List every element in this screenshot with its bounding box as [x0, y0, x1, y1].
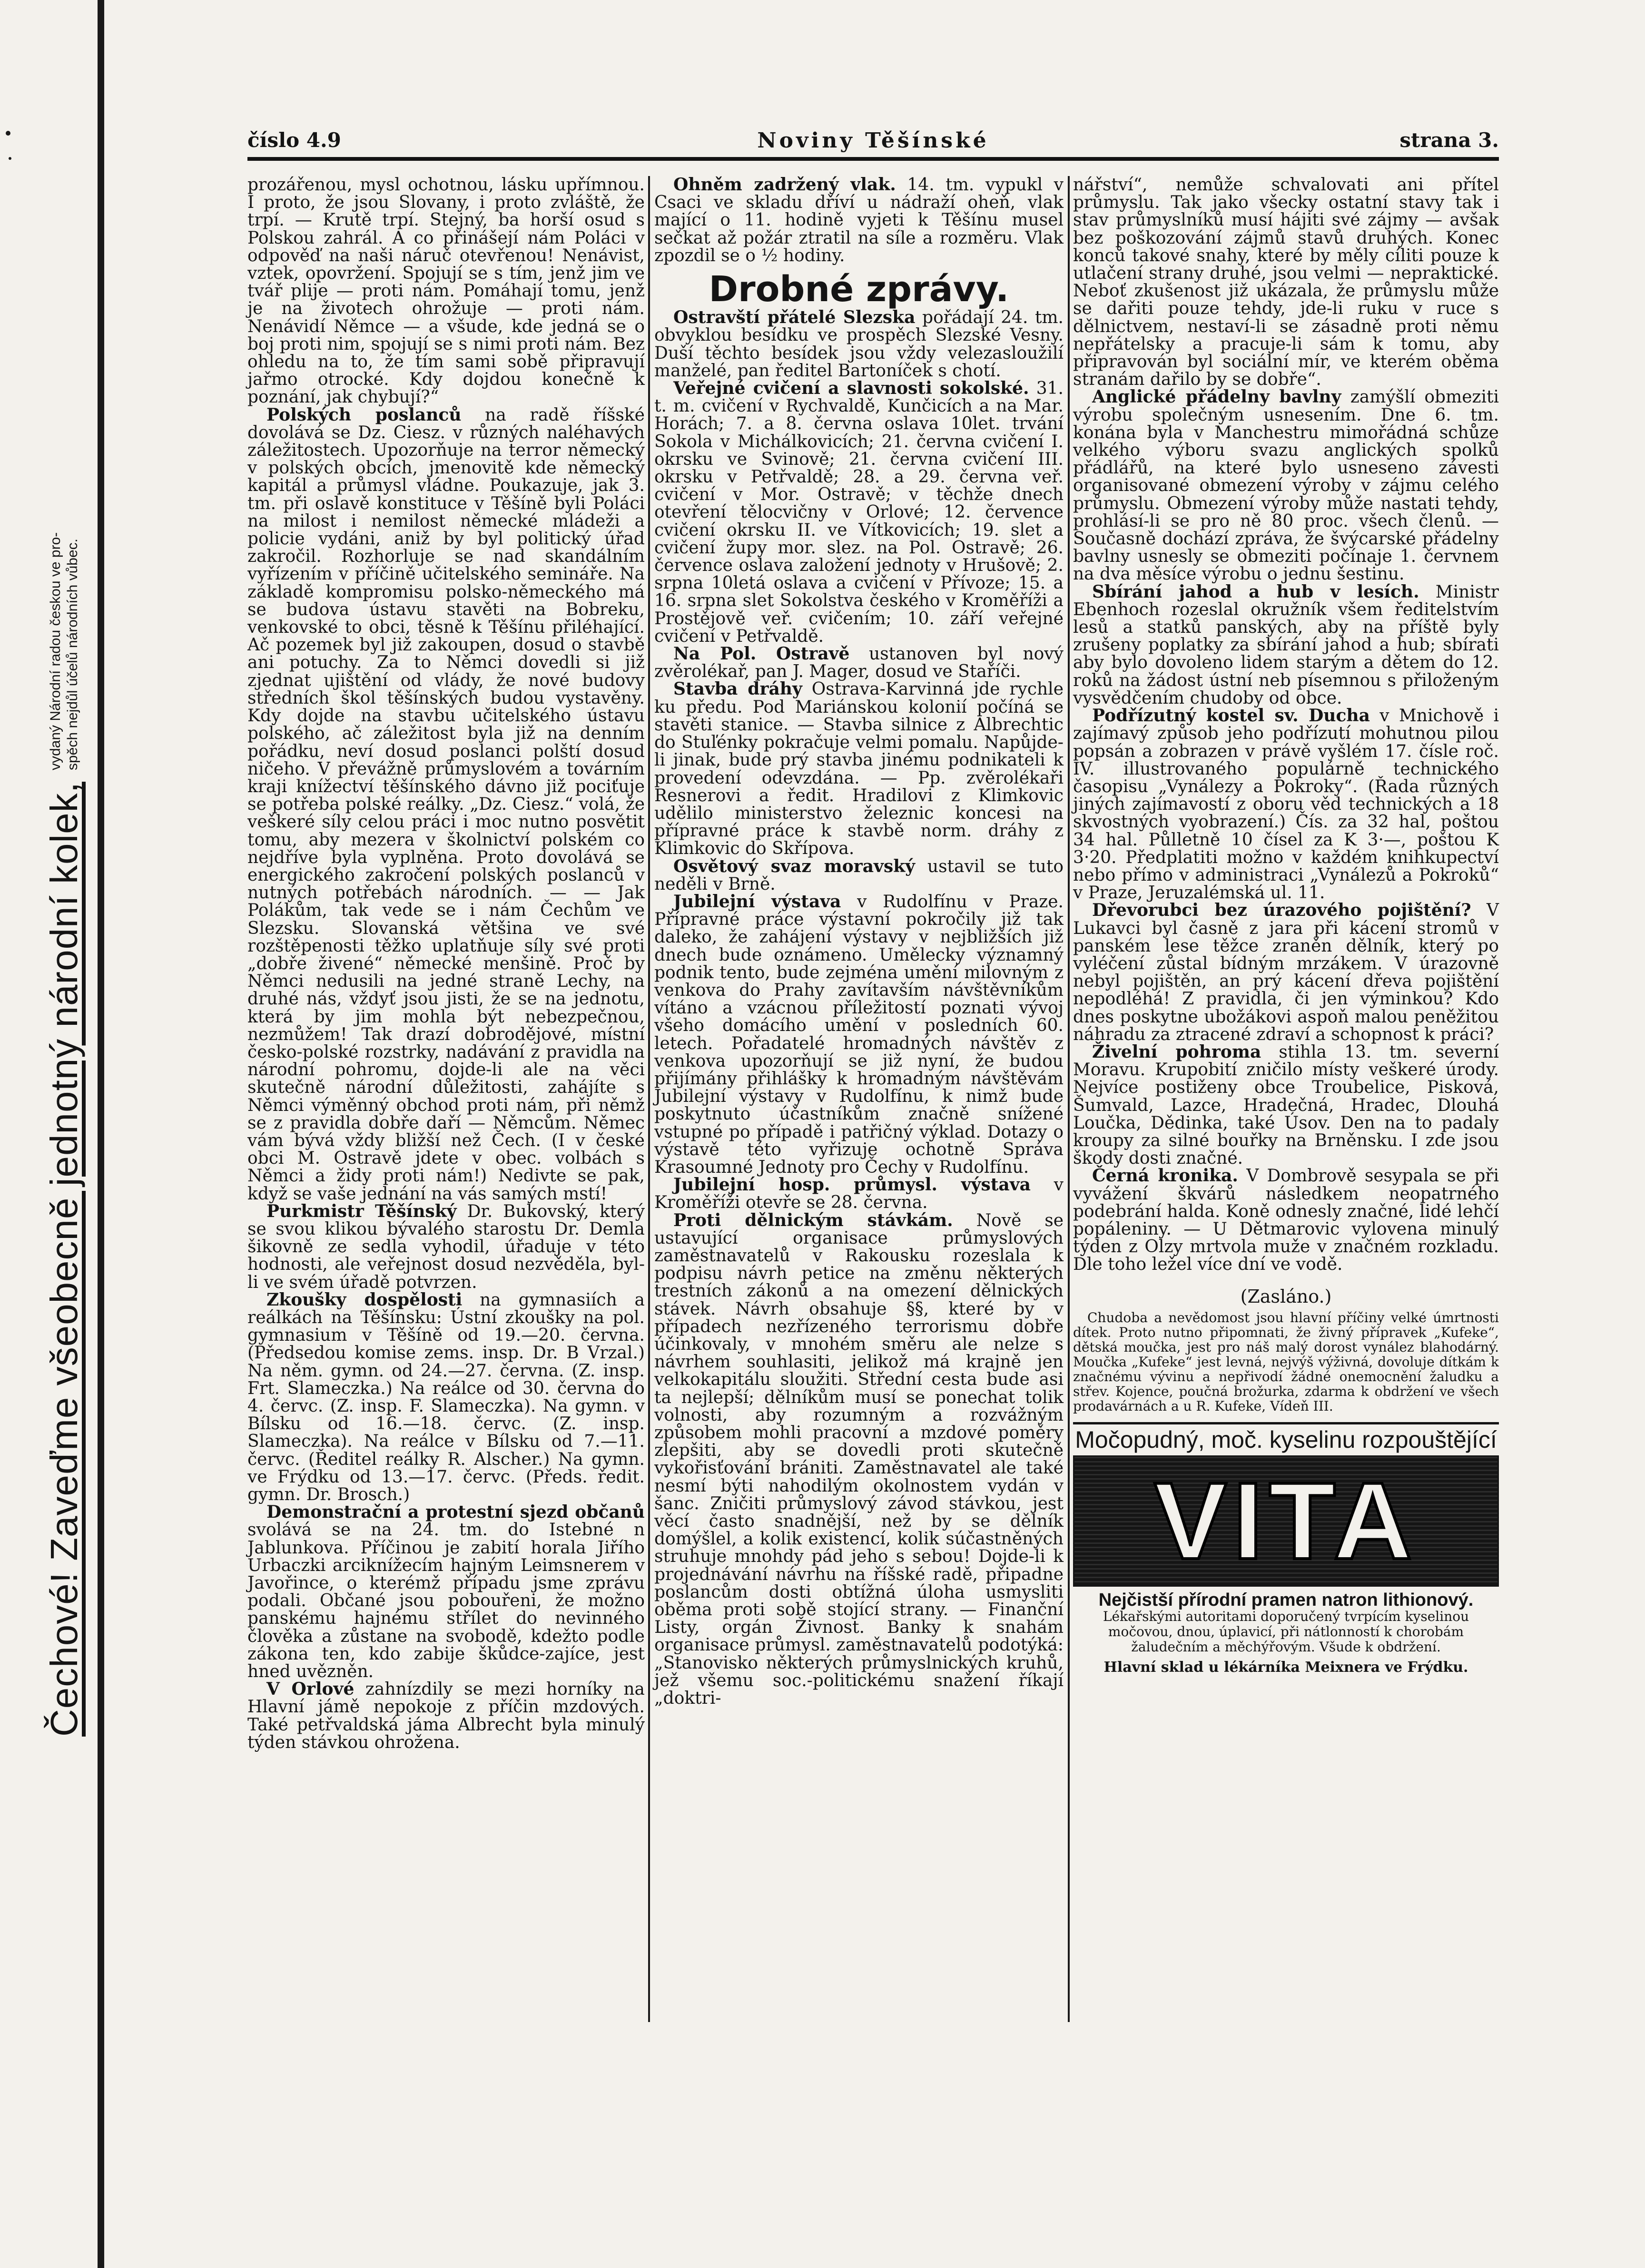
article-text: zahnízdily se mezi horníky na Hlavní jámě nepokoje z příčin mzdových. Také petřvaldská jáma Albrecht byla minulý týden stávkou ohrožena.: [247, 1679, 645, 1752]
vertical-margin-text: [29, 447, 105, 1737]
newspaper-title: Noviny Těšínské: [757, 128, 989, 153]
article-paragraph: [1073, 1043, 1499, 1167]
article-text: zamýšlí obmeziti výrobu společným usnesením. Dne 6. tm. konána byla v Manchestru mimořádná schůze velkého výboru svazu anglických spolků přádlářů, na které bylo usneseno závesti organisované obmezení výroby v zájmu celého průmyslu. Obmezení výroby může nastati tehdy, prohlásí-li se pro ně 80 proc. všech členů. — Současně dochází zpráva, že švýcarské přádelny bavlny usnesly se obmeziti počínaje 1. červnem na dva měsíce výrobu o jednu šestinu.: [1073, 387, 1499, 584]
article-text: Ostrava-Karvinná jde rychle ku předu. Pod Mariánskou kolonií počíná se stavěti stanice. — Stavba silnice z Albrechtic do Stuľénky pokračuje velmi pomalu. Napůjde-li jinak, bude prý stavba jinému podnikateli k provedení odevzdána. — Pp. zvěrolékaři Resnerovi a ředit. Hradilovi z Klimkovic udělilo ministerstvo železnic koncesi na přípravné práce k stavbě norm. dráhy z Klimkovic do Skřípova.: [654, 679, 1064, 859]
article-text: 14. tm. vypukl v Csaci ve skladu dříví u nádraží oheň, vlak mající o 11. hodině vyjeti k Těšínu musel sečkat až požár ztratil na síle a rozměru. Vlak zpozdil se o ½ hodiny.: [654, 175, 1064, 265]
article-lead: Dřevorubci bez úrazového pojištění?: [1092, 900, 1471, 921]
article-lead: Proti dělnickým stávkám.: [673, 1210, 953, 1230]
article-lead: Zkoušky dospělosti: [266, 1289, 463, 1310]
article-lead: Jubilejní hosp. průmysl. výstava: [673, 1175, 1031, 1195]
article-text: V Dombrově sesypala se při vyvážení škvárů následkem neopatrného podebrání halda. Koně odnesly značné, lidé lehčí popáleniny. — U Dětmarovic vylovena minulý týden z Olzy mrtvola muže v značném rozkladu. Dle toho ležel více dní ve vodě.: [1073, 1166, 1499, 1275]
ad-headline: Močopudný, moč. kyselinu rozpouštějící: [1075, 1426, 1497, 1453]
article-paragraph: [654, 1212, 1064, 1708]
article-paragraph: [654, 309, 1064, 380]
page-header: [247, 128, 1499, 157]
article-lead: Osvětový svaz moravský: [673, 856, 916, 876]
column-1: [247, 176, 645, 1751]
article-paragraph: [1073, 176, 1499, 388]
article-text: v Rudolfínu v Praze. Přípravné práce výstavní pokročily již tak daleko, že zahájení výstavy v nejbližších již dnech bude oznámeno. Umělecky významný podnik tento, bude zejména umění milovným z venkova do Prahy zavítavším návštěvníkům vítáno a vzácnou příležitostí poznati vývoj všeho domácího umění v posledních 60. letech. Pořadatelé hromadných návštěv z venkova upozorňují se již nyní, že budou přijímány přihlášky k hromadným návštěvám Jubilejní výstavy v Rudolfínu, k nimž bude poskytnuto účastníkům značně snížené vstupné po případě i patřičný výklad. Dotazy o výstavě této vyřizuje ochotně Správa Krasoumné Jednoty pro Čechy v Rudolfínu.: [654, 892, 1064, 1177]
article-paragraph: [654, 893, 1064, 1176]
article-paragraph: [654, 680, 1064, 857]
issue-number: číslo 4.9: [247, 128, 341, 152]
article-paragraph: [1073, 583, 1499, 707]
article-paragraph: [247, 1503, 645, 1680]
column-3: [1073, 176, 1499, 1676]
article-paragraph: [654, 1176, 1064, 1211]
article-lead: Stavba dráhy: [673, 679, 802, 699]
margin-slogan-line: spěch nejdůl účelů národních vůbec.: [65, 538, 80, 770]
article-paragraph: [654, 380, 1064, 645]
article-paragraph: [654, 645, 1064, 680]
article-lead: Purkmistr Těšínský: [266, 1201, 457, 1221]
article-paragraph: [247, 1203, 645, 1291]
column-divider: [648, 176, 650, 2022]
article-lead: Polských poslanců: [266, 404, 462, 425]
article-text: v Mnichově i zajímavý způsob jeho podřízutí mohutnou pilou popsán a zobrazen v právě vyšlém 17. čísle roč. IV. illustrovaného populárně technického časopisu „Vynálezy a Pokroky“. (Řada různých jiných zajímavostí z oboru věd technických a 18 skvostných vyobrazení.) Čís. za 32 hal, poštou 34 hal. Půlletně 10 čísel za K 3·—, poštou K 3·20. Předplatiti možno v každém knihkupectví nebo přímo v administraci „Vynálezů a Pokroků“ v Praze, Jeruzalémská ul. 11.: [1073, 706, 1499, 903]
article-text: Nově se ustavující organisace průmyslových zaměstnavatelů v Rakousku rozeslala k podpisu návrh petice na změnu některých trestních zákonů a na omezení dělnických stávek. Návrh obsahuje §§, které by v případech nezřízeného terrorismu dobře účinkovaly, v mnohém směru ale nelze s návrhem souhlasiti, jelikož má krajně jen velkokapitálu sloužiti. Střední cesta bude asi ta nejlepší; dělníkům musí se ponechat tolik volnosti, aby rozumným a rozvážným způsobem mohli pracovní a mzdové poměry zlepšiti, aby se dovedli proti skutečně vykořisťování brániti. Zaměstnavatel ale také nesmí býti nahodilým okolnostem vydán v šanc. Zničiti průmyslový závod stávkou, jest věcí často snadnější, než by se dělník domýšlel, a kolik existencí, kolik súčastněných struhuje mnohdy pád jeho s sebou! Dojde-li k projednávání návrhu na říšské radě, připadne poslancům dosti obtížná úloha usmysliti oběma proti sobě stojící strany. — Finanční Listy, orgán Živnost. Banky k snahám organisace průmysl. zaměstnavatelů podotýká: „Stanovisko některých průmyslnických kruhů, jež všemu soc.-politickému snažení říkají „doktri-: [654, 1210, 1064, 1708]
ad-separator: [1073, 1422, 1499, 1424]
article-text: na gymnasiích a reálkách na Těšínsku: Ústní zkoušky na pol. gymnasium v Těšíně od 19.—20. června. (Předsedou komise zems. insp. Dr. B Vrzal.) Na něm. gymn. od 24.—27. června. (Z. insp. Frt. Slameczka.) Na reálce od 30. června do 4. červc. (Z. insp. F. Slameczka). Na gymn. v Bílsku od 16.—18. červc. (Z. insp. Slameczka). Na reálce v Bílsku od 7.—11. červc. (Ředitel reálky R. Alscher.) Na gymn. ve Frýdku od 13.—17. červc. (Předs. ředit. gymn. Dr. Brosch.): [247, 1290, 645, 1505]
vita-advertisement: [1073, 1426, 1499, 1676]
article-lead: Podřízutný kostel sv. Ducha: [1092, 706, 1370, 726]
article-paragraph: [247, 1291, 645, 1503]
zaslano-text: Chudoba a nevědomost jsou hlavní příčiny velké úmrtnosti dítek. Proto nutno připomnati, že živný přípravek „Kufeke“, dětská moučka, jest pro náš malý dorost vynález blahodárný. Moučka „Kufeke“ jest levná, nejvýš výživná, dovoluje dítkám k značnému vývinu a nepřivodí žádné onemocnění žaludku a střev. Kojence, poučná brožurka, zdarma k obdržení ve všech prodavárnách a u R. Kufeke, Vídeň III.: [1073, 1309, 1499, 1414]
article-lead: Anglické přádelny bavlny: [1092, 387, 1341, 407]
article-text: prozářenou, mysl ochotnou, lásku upřímnou. I proto, že jsou Slovany, i proto zvláště, že trpí. — Krutě trpí. Stejný, ba horší osud s Polskou zahrál. A co přinášejí nám Poláci v odpověď na naši náruč otevřenou! Nenávist, vztek, opovržení. Spojují se s tím, jenž jim ve tvář plije — proti nám. Pomáhají tomu, jenž je na životech ohrožuje — proti nám. Nenávidí Němce — a všude, kde jedná se o boj proti nim, spojují se s nimi proti nám. Bez ohledu na to, že tím sami sobě připravují jařmo otrocké. Kdy dojdou konečně k poznání, jak chybují?“: [247, 175, 645, 407]
zaslano-title: (Zasláno.): [1240, 1286, 1332, 1307]
article-paragraph: [247, 406, 645, 1203]
article-lead: Veřejné cvičení a slavnosti sokolské.: [673, 378, 1029, 399]
article-text: pořádají 24. tm. obvyklou besídku ve prospěch Slezské Vesny. Duší těchto besídek jsou vždy velezasloužilí manželé, pan ředitel Bartoníček s chotí.: [654, 308, 1064, 381]
margin-slogan: Čechové! Zaveďme všeobecně jednotný národní kolek,: [43, 782, 85, 1737]
header-rule: [247, 157, 1499, 161]
article-paragraph: [1073, 707, 1499, 902]
article-lead: Sbírání jahod a hub v lesích.: [1092, 581, 1419, 602]
article-lead: Ohněm zadržený vlak.: [673, 175, 896, 195]
article-lead: Černá kronika.: [1092, 1166, 1238, 1186]
ad-body: Lékařskými autoritami doporučený tvrpícím kyselinou močovou, dnou, úplavicí, při nátlonností k chorobám žaludečním a měchýřovým. Všude k obdržení.: [1103, 1609, 1469, 1655]
margin-slogan-small: [47, 532, 81, 770]
vita-logo-text: VITA: [1154, 1460, 1418, 1582]
article-lead: Jubilejní výstava: [673, 891, 841, 912]
column-divider: [1068, 176, 1070, 2022]
article-text: svolává se na 24. tm. do Istebné n Jablunkova. Příčinou je zabití horala Jiřího Urbaczki arciknížecím hajným Leimsnerem v Javořince, o kterémž případu jsme zprávu podali. Občané jsou pobouřeni, že možno panskému hajnému střílet do nevinného člověka a zůstane na svobodě, kdežto podle zákona ten, kdo zabije škůdce-zajíce, jest hned uvězněn.: [247, 1520, 645, 1682]
article-text: V Lukavci byl časně z jara při kácení stromů v panském lese těžce zraněn dělník, který po vyléčení zůstal bídným mrzákem. V úrazovně nebyl pojištěn, an prý kácení dřeva pojištění nepodléhá! Z pravidla, či jen výminkou? Kdo dnes poskytne ubožákovi aspoň malou peněžitou náhradu za ztracené zdraví a schopnost k práci?: [1073, 901, 1499, 1044]
article-text: v Kroměříži otevře se 28. června.: [654, 1175, 1064, 1213]
article-paragraph: [247, 176, 645, 406]
column-3-articles: [1073, 176, 1499, 1274]
article-lead: Ostravští přátelé Slezska: [673, 307, 916, 328]
vita-logo: [1073, 1455, 1499, 1587]
article-lead: Demonstrační a protestní sjezd občanů: [266, 1502, 645, 1522]
ad-footer: Hlavní sklad u lékárníka Meixnera ve Frýdku.: [1103, 1659, 1468, 1676]
article-paragraph: [1073, 388, 1499, 583]
margin-slogan-line: vydaný Národní radou českou ve pro-: [48, 532, 63, 770]
article-lead: V Orlové: [266, 1679, 355, 1699]
article-text: nářství“, nemůže schvalovati ani přítel průmyslu. Tak jako všecky ostatní stavy tak i stav průmyslníků musí hájiti své zájmy — avšak bez poškozování zájmů stavů druhých. Konec konců takové snahy, které by měly cíliti pouze k utlačení strany druhé, jsou velmi — nepraktické. Neboť zkušenost již ukázala, že průmyslu může se dařiti pouze tehdy, jde-li ruku v ruce s dělnictvem, nestaví-li se zásadně proti němu nepřátelsky a pracuje-li sám k tomu, aby připravován byl sociální mír, ve kterém oběma stranám dařilo by se dobře“.: [1073, 175, 1499, 390]
article-paragraph: [247, 1680, 645, 1751]
article-text: ustavil se tuto neděli v Brně.: [654, 856, 1064, 894]
margin-dot: [9, 157, 11, 160]
article-text: Ministr Ebenhoch rozeslal okružník všem ředitelstvím lesů a statků panských, aby na příště byly zrušeny poplatky za sbírání jahod a hub; sbírati aby bylo dovoleno lidem starým a dětem do 12. roků na žádost ústní neb písemnou s přiloženým vysvědčením chudoby od obce.: [1073, 582, 1499, 708]
section-title: Drobné zprávy.: [709, 269, 1009, 310]
article-text: ustanoven byl nový zvěrolékař, pan J. Mager, dosud ve Staříči.: [654, 644, 1064, 682]
margin-dot: [6, 131, 10, 136]
column-2: [654, 176, 1064, 1707]
article-lead: Na Pol. Ostravě: [673, 644, 850, 664]
article-text: stihla 13. tm. severní Moravu. Krupobití zničilo místy veškeré úrody. Nejvíce postiženy obce Troubelice, Pisková, Šumvald, Lazce, Hradečná, Hradec, Dlouhá Loučka, Dědinka, také Úsov. Den na to padaly kroupy za silné bouřky na Brněnsku. I zde jsou škody dosti značné.: [1073, 1042, 1499, 1168]
article-text: 31. t. m. cvičení v Rychvaldě, Kunčicích a na Mar. Horách; 7. a 8. června oslava 10let. trvání Sokola v Michálkovicích; 21. června cvičení I. okrsku ve Svinově; 21. června cvičení III. okrsku v Petřvaldě; 28. a 29. června veř. cvičení v Mor. Ostravě; v těchže dnech otevření tělocvičny v Orlové; 12. července cvičení okrsku II. ve Vítkovicích; 19. slet a cvičení župy mor. slez. na Pol. Ostravě; 26. července oslava založení jednoty v Hrušově; 2. srpna 10letá oslava a cvičení v Přívoze; 15. a 16. srpna slet Sokolstva českého v Kroměříži a Prostějově veř. cvičením; 10. září veřejné cvičení v Petřvaldě.: [654, 379, 1064, 646]
article-paragraph: [654, 858, 1064, 893]
article-paragraph: [654, 176, 1064, 265]
ad-subheadline: Nejčistší přírodní pramen natron lithionový.: [1098, 1590, 1474, 1610]
article-lead: Živelní pohroma: [1092, 1041, 1261, 1062]
article-text: na radě říšské dovolává se Dz. Ciesz. v různých naléhavých záležitostech. Upozorňuje na terror německý v polských obcích, jmenovitě kde německý kapitál a průmysl vládne. Poukazuje, jak 3. tm. při oslavě konstituce v Těšíně byli Poláci na milost i nemilost německé mládeži a policie vydáni, aniž by byl politický úřad zakročil. Rozhorluje se nad skandálním vyřízením v příčině učitelského semináře. Na základě kompromisu polsko-německého má se budova ústavu stavěti na Bobreku, venkovské to obci, těsně k Těšínu přiléhající. Ač pozemek byl již zakoupen, dosud o stavbě ani potuchy. Za to Němci dovedli si již zjednat ujištění od vlády, že nové budovy středních škol těšínských budou vystavěny. Kdy dojde na stavbu učitelského ústavu polského, ač záležitost byla již na denním pořádku, neví dosud poslanci polští dosud ničeho. V převážně průmyslovém a továrním kraji knížectví těšínského dávno již pociťuje se potřeba polské reálky. „Dz. Ciesz.“ volá, že veškeré síly celou práci i moc nutno posvětit tomu, aby mezera v školnictví polském co nejdříve byla vyplněna. Proto dovolává se energického zakročení polských poslanců v nutných potřebách národních. — — Jak Polákům, tak vede se i nám Čechům ve Slezsku. Slovanská většina ve své rozštěpenosti těžko uplatňuje síly své proti „dobře živené“ německé menšině. Proč by Němci nedusili na jedné straně Lechy, na druhé nás, vždyť jsou jisti, že se na jednotu, která by jim mohla být nebezpečnou, nezmůžem! Tak drazí dobrodějové, místní česko-polské rozstrky, nadávání z pravidla na národní pohromu, dojde-li ale na věci skutečně národní důležitosti, zahájíte s Němci výměnný obchod proti nám, při němž se z pravidla dobře daří — Němcům. Němec vám bývá vždy bližší než Čech. (I v české obci M. Ostravě jdete v obec. volbách s Němci a židy proti nám!) Nedivte se pak, když se vaše jednání na vás samých mstí!: [247, 405, 645, 1204]
article-paragraph: [1073, 902, 1499, 1043]
article-text: Dr. Bukovský, který se svou klikou bývalého starostu Dr. Demla šikovně ze sedla vyhodil, úřaduje v této hodnosti, ale veřejnost dosud nezvěděla, byl-li ve svém úřadě potvrzen.: [247, 1201, 645, 1292]
zaslano-notice: [1073, 1310, 1499, 1414]
page-number: strana 3.: [1399, 128, 1499, 152]
article-paragraph: [1073, 1167, 1499, 1273]
